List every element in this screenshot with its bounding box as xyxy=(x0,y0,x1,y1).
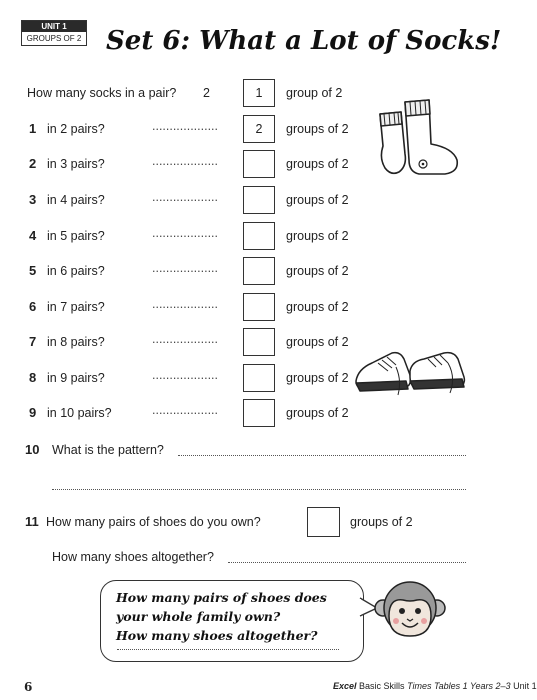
monkey-face-icon xyxy=(375,578,445,642)
q11-text: How many pairs of shoes do you own? xyxy=(46,515,261,529)
question-number: 8 xyxy=(29,370,37,385)
groups-label: groups of 2 xyxy=(286,193,349,207)
page-title: Set 6: What a Lot of Socks! xyxy=(106,26,502,56)
footer-book: Times Tables 1 Years 2–3 xyxy=(407,681,511,691)
question-text: in 5 pairs? xyxy=(47,229,105,243)
answer-dots: ................... xyxy=(152,119,218,133)
question-row xyxy=(0,399,512,427)
socks-icon xyxy=(375,92,465,192)
question-text: in 4 pairs? xyxy=(47,193,105,207)
footer-text xyxy=(333,681,537,691)
q11-number: 11 xyxy=(25,514,39,529)
bubble-text xyxy=(116,588,327,645)
q11-suffix: groups of 2 xyxy=(350,515,413,529)
bubble-line-1: How many pairs of shoes does xyxy=(116,590,327,605)
footer-unit: Unit 1 xyxy=(513,681,537,691)
question-text: in 10 pairs? xyxy=(47,406,112,420)
question-row xyxy=(0,293,512,321)
groups-label: groups of 2 xyxy=(286,157,349,171)
answer-box[interactable] xyxy=(243,399,275,427)
groups-label: groups of 2 xyxy=(286,229,349,243)
sneakers-icon xyxy=(352,345,470,397)
question-number: 4 xyxy=(29,228,37,243)
question-text: in 7 pairs? xyxy=(47,300,105,314)
q11-text-2: How many shoes altogether? xyxy=(52,550,214,564)
groups-label: groups of 2 xyxy=(286,335,349,349)
unit-label: UNIT 1 xyxy=(22,21,86,32)
bubble-line-3: How many shoes altogether? xyxy=(116,628,318,643)
q11-answer-line[interactable] xyxy=(228,562,466,563)
unit-badge xyxy=(21,20,87,46)
footer-series: Basic Skills xyxy=(359,681,405,691)
question-text: in 8 pairs? xyxy=(47,335,105,349)
answer-dots: ................... xyxy=(152,154,218,168)
question-number: 9 xyxy=(29,405,37,420)
answer-dots: ................... xyxy=(152,261,218,275)
q10-number: 10 xyxy=(25,442,40,457)
groups-label: groups of 2 xyxy=(286,264,349,278)
question-number: 5 xyxy=(29,263,37,278)
question-number: 6 xyxy=(29,299,37,314)
answer-box[interactable] xyxy=(243,186,275,214)
answer-box[interactable]: 2 xyxy=(243,115,275,143)
answer-box[interactable] xyxy=(243,328,275,356)
question-text: in 9 pairs? xyxy=(47,371,105,385)
question-number: 1 xyxy=(29,121,37,136)
q10-text: What is the pattern? xyxy=(52,443,164,457)
footer-brand: Excel xyxy=(333,681,357,691)
groups-label: groups of 2 xyxy=(286,122,349,136)
question-row xyxy=(0,222,512,250)
example-question: How many socks in a pair? xyxy=(27,86,177,100)
answer-box[interactable] xyxy=(243,293,275,321)
example-answer-box[interactable]: 1 xyxy=(243,79,275,107)
bubble-answer-line[interactable] xyxy=(117,649,339,650)
question-number: 2 xyxy=(29,156,37,171)
q10-answer-line-2[interactable] xyxy=(52,489,466,490)
answer-dots: ................... xyxy=(152,368,218,382)
speech-bubble xyxy=(100,580,364,662)
answer-box[interactable] xyxy=(243,257,275,285)
question-text: in 3 pairs? xyxy=(47,157,105,171)
groups-label: groups of 2 xyxy=(286,406,349,420)
answer-box[interactable] xyxy=(243,150,275,178)
q10-answer-line-1[interactable] xyxy=(178,455,466,456)
answer-box[interactable] xyxy=(243,222,275,250)
unit-topic: GROUPS OF 2 xyxy=(22,32,86,45)
example-value: 2 xyxy=(203,86,210,100)
page-number: 6 xyxy=(24,680,33,694)
question-number: 3 xyxy=(29,192,37,207)
example-suffix: group of 2 xyxy=(286,86,343,100)
answer-box[interactable] xyxy=(243,364,275,392)
groups-label: groups of 2 xyxy=(286,371,349,385)
q11-answer-box[interactable] xyxy=(307,507,340,537)
answer-dots: ................... xyxy=(152,226,218,240)
answer-dots: ................... xyxy=(152,403,218,417)
question-number: 7 xyxy=(29,334,37,349)
answer-dots: ................... xyxy=(152,297,218,311)
question-text: in 6 pairs? xyxy=(47,264,105,278)
answer-dots: ................... xyxy=(152,190,218,204)
answer-dots: ................... xyxy=(152,332,218,346)
bubble-line-2: your whole family own? xyxy=(116,609,281,624)
question-text: in 2 pairs? xyxy=(47,122,105,136)
groups-label: groups of 2 xyxy=(286,300,349,314)
question-row xyxy=(0,257,512,285)
